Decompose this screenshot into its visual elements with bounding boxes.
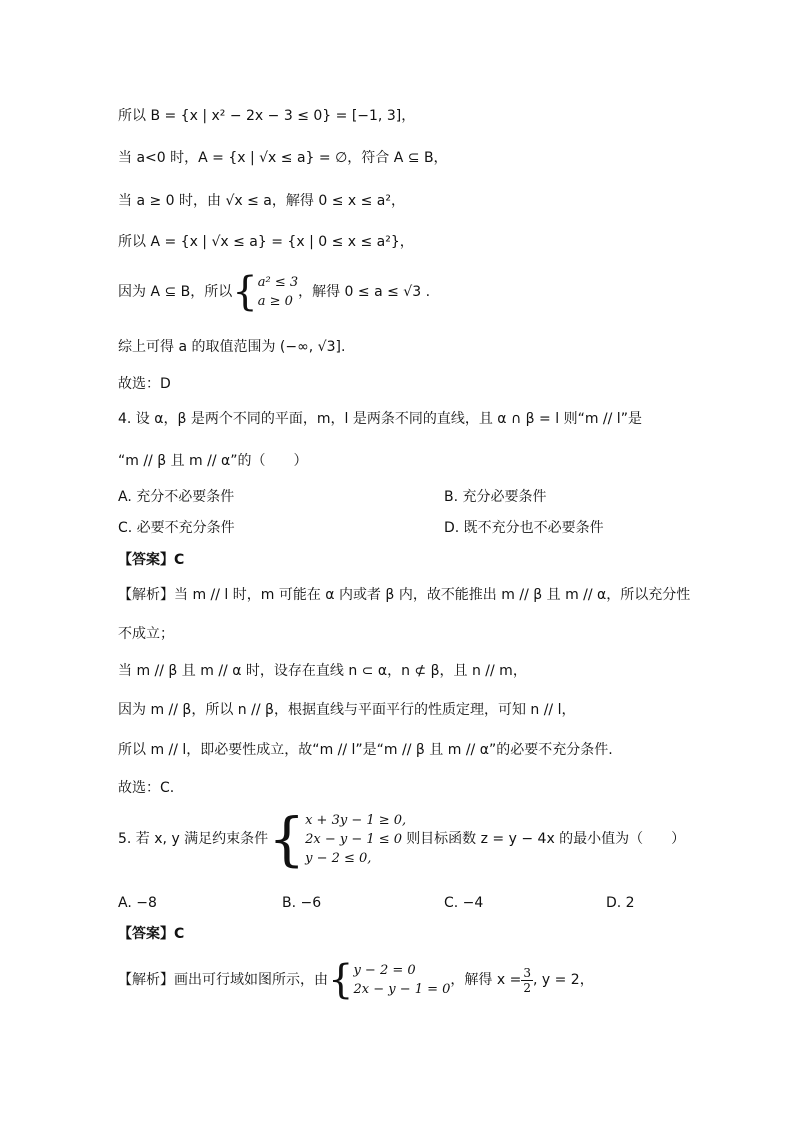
question-5-stem [118, 805, 686, 873]
q4-explanation-4: 因为 m // β，所以 n // β，根据直线与平面平行的性质定理，可知 n // l， [118, 702, 576, 718]
solution-line-5 [118, 269, 431, 315]
q5-option-b: B. −6 [282, 895, 322, 911]
q4-explanation-3: 当 m // β 且 m // α 时，设存在直线 n ⊂ α，n ⊄ β，且 n // m， [118, 663, 527, 679]
fraction [521, 966, 533, 995]
solution-line-3: 当 a ≥ 0 时，由 √x ≤ a，解得 0 ≤ x ≤ a²， [118, 193, 405, 209]
equation-row: y − 2 = 0 [353, 963, 416, 978]
q4-explanation-2: 不成立； [118, 626, 174, 642]
solution-line-7: 故选：D [118, 376, 171, 392]
question-4-stem-2: “m // β 且 m // α”的（ ） [118, 453, 308, 469]
q5-explanation [118, 957, 594, 1003]
constraint-row: y − 2 ≤ 0, [305, 850, 372, 866]
fraction-numerator: 3 [523, 965, 531, 980]
solution-line-4: 所以 A = {x | √x ≤ a} = {x | 0 ≤ x ≤ a²}， [118, 234, 414, 250]
system-row: a ≥ 0 [257, 294, 293, 309]
q5-answer: 【答案】C [118, 926, 185, 942]
q4-explanation-5: 所以 m // l，即必要性成立，故“m // l”是“m // β 且 m // α”的必要不充分条件. [118, 742, 613, 758]
q5-option-a: A. −8 [118, 895, 157, 911]
q5-option-d: D. 2 [606, 895, 635, 911]
constraint-row: x + 3y − 1 ≥ 0, [305, 812, 407, 828]
q4-explanation-1: 【解析】当 m // l 时，m 可能在 α 内或者 β 内，故不能推出 m // β 且 m // α，所以充分性 [118, 587, 691, 603]
system-row: a² ≤ 3 [257, 275, 299, 290]
solution-line-6: 综上可得 a 的取值范围为 (−∞, √3]. [118, 339, 346, 355]
q4-explanation-6: 故选：C. [118, 780, 175, 796]
q5-explanation-post: , y = 2， [532, 972, 594, 988]
equation-row: 2x − y − 1 = 0 [353, 982, 451, 997]
solution-line-5-post: ，解得 0 ≤ a ≤ √3 . [298, 284, 431, 300]
q4-option-b: B. 充分必要条件 [444, 489, 547, 505]
q4-option-d: D. 既不充分也不必要条件 [444, 520, 604, 536]
q4-option-a: A. 充分不必要条件 [118, 489, 235, 505]
constraint-system: { x + 3y − 1 ≥ 0, 2x − y − 1 ≤ 0 y − 2 ≤ 0, [268, 805, 407, 873]
q4-option-c: C. 必要不充分条件 [118, 520, 235, 536]
q5-explanation-pre: 【解析】画出可行域如图所示，由 [118, 972, 328, 988]
q4-answer: 【答案】C [118, 552, 185, 568]
equation-system: { y − 2 = 0 2x − y − 1 = 0 [328, 957, 451, 1003]
question-5-post: 则目标函数 z = y − 4x 的最小值为（ ） [406, 831, 686, 847]
question-4-stem-1: 4. 设 α，β 是两个不同的平面，m，l 是两条不同的直线，且 α ∩ β = l 则“m // l”是 [118, 411, 642, 427]
q5-explanation-mid: ，解得 x = [450, 972, 522, 988]
question-5-pre: 5. 若 x, y 满足约束条件 [118, 831, 269, 847]
constraint-row: 2x − y − 1 ≤ 0 [305, 831, 403, 847]
inequality-system: { a² ≤ 3 a ≥ 0 [232, 269, 299, 315]
solution-line-1: 所以 B = {x | x² − 2x − 3 ≤ 0} = [−1, 3]， [118, 108, 416, 124]
solution-line-2: 当 a<0 时，A = {x | √x ≤ a} = ∅，符合 A ⊆ B， [118, 150, 448, 166]
fraction-denominator: 2 [523, 980, 531, 995]
q5-option-c: C. −4 [444, 895, 484, 911]
solution-line-5-pre: 因为 A ⊆ B，所以 [118, 284, 233, 300]
